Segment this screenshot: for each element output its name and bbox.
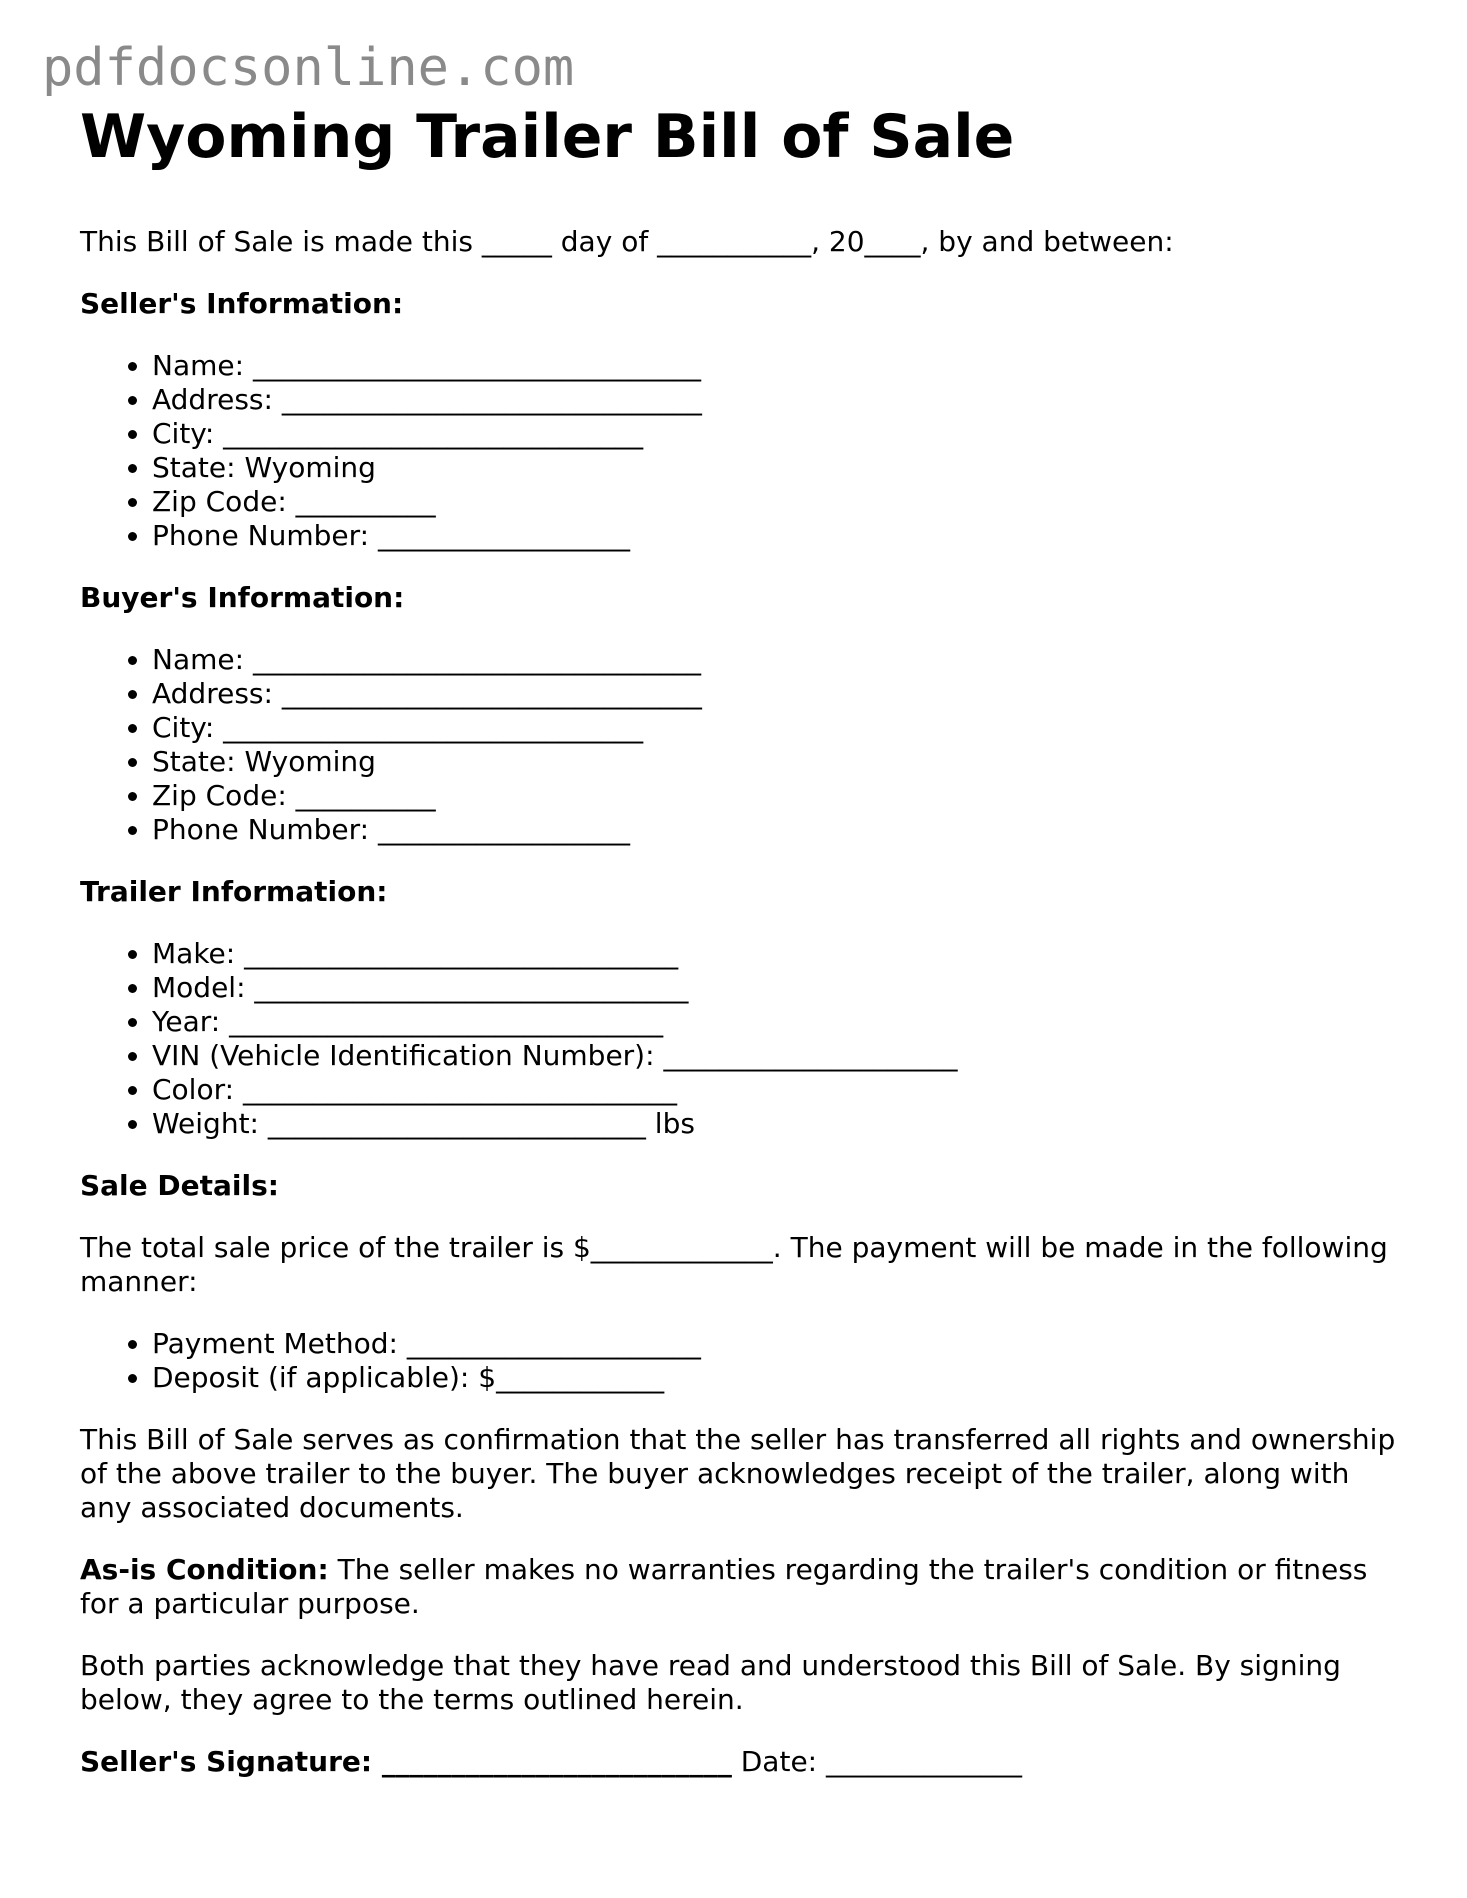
seller-info-list [80, 349, 1400, 553]
buyer-phone-field: • Phone Number: __________________ [152, 813, 1400, 847]
document-page [80, 100, 1400, 1779]
buyer-name-field: • Name: ________________________________ [152, 643, 1400, 677]
seller-address-field: • Address: ______________________________ [152, 383, 1400, 417]
trailer-make-field: • Make: _______________________________ [152, 937, 1400, 971]
signature-date-field: Date: ______________ [731, 1745, 1023, 1778]
deposit-field: • Deposit (if applicable): $____________ [152, 1361, 1400, 1395]
seller-phone-field: • Phone Number: __________________ [152, 519, 1400, 553]
payment-method-field: • Payment Method: _____________________ [152, 1327, 1400, 1361]
seller-zip-field: • Zip Code: __________ [152, 485, 1400, 519]
trailer-vin-field: • VIN (Vehicle Identification Number): _____________________ [152, 1039, 1400, 1073]
trailer-model-field: • Model: _______________________________ [152, 971, 1400, 1005]
as-is-text: The seller makes no warranties regarding the trailer's condition or fitness for a particular purpose. [80, 1553, 1368, 1620]
document-title: Wyoming Trailer Bill of Sale [80, 102, 1015, 172]
intro-line: This Bill of Sale is made this _____ day of ___________, 20____, by and between: [80, 225, 1174, 258]
buyer-heading: Buyer's Information: [80, 581, 405, 614]
trailer-year-field: • Year: _______________________________ [152, 1005, 1400, 1039]
buyer-address-field: • Address: ______________________________ [152, 677, 1400, 711]
watermark: pdfdocsonline.com [42, 38, 575, 98]
trailer-weight-field: • Weight: ___________________________ lbs [152, 1107, 1400, 1141]
seller-signature-label: Seller's Signature: _________________________ [80, 1745, 732, 1778]
payment-list [80, 1327, 1400, 1395]
seller-name-field: • Name: ________________________________ [152, 349, 1400, 383]
signature-line [80, 1745, 1400, 1779]
confirmation-paragraph: This Bill of Sale serves as confirmation that the seller has transferred all rights and ownership of the above trailer to the buyer. The buyer acknowledges receipt of the trailer, along with any associated documents. [80, 1423, 1396, 1524]
buyer-state-field: • State: Wyoming [152, 745, 1400, 779]
trailer-info-list [80, 937, 1400, 1141]
seller-city-field: • City: ______________________________ [152, 417, 1400, 451]
buyer-info-list [80, 643, 1400, 847]
trailer-color-field: • Color: _______________________________ [152, 1073, 1400, 1107]
as-is-paragraph [80, 1553, 1400, 1621]
sale-details-heading: Sale Details: [80, 1169, 279, 1202]
trailer-heading: Trailer Information: [80, 875, 388, 908]
buyer-city-field: • City: ______________________________ [152, 711, 1400, 745]
sale-price-paragraph: The total sale price of the trailer is $_____________. The payment will be made in the following manner: [80, 1231, 1388, 1298]
seller-heading: Seller's Information: [80, 287, 404, 320]
as-is-label: As-is Condition: [80, 1553, 329, 1586]
seller-state-field: • State: Wyoming [152, 451, 1400, 485]
acknowledgement-paragraph: Both parties acknowledge that they have read and understood this Bill of Sale. By signing below, they agree to the terms outlined herein. [80, 1649, 1341, 1716]
buyer-zip-field: • Zip Code: __________ [152, 779, 1400, 813]
